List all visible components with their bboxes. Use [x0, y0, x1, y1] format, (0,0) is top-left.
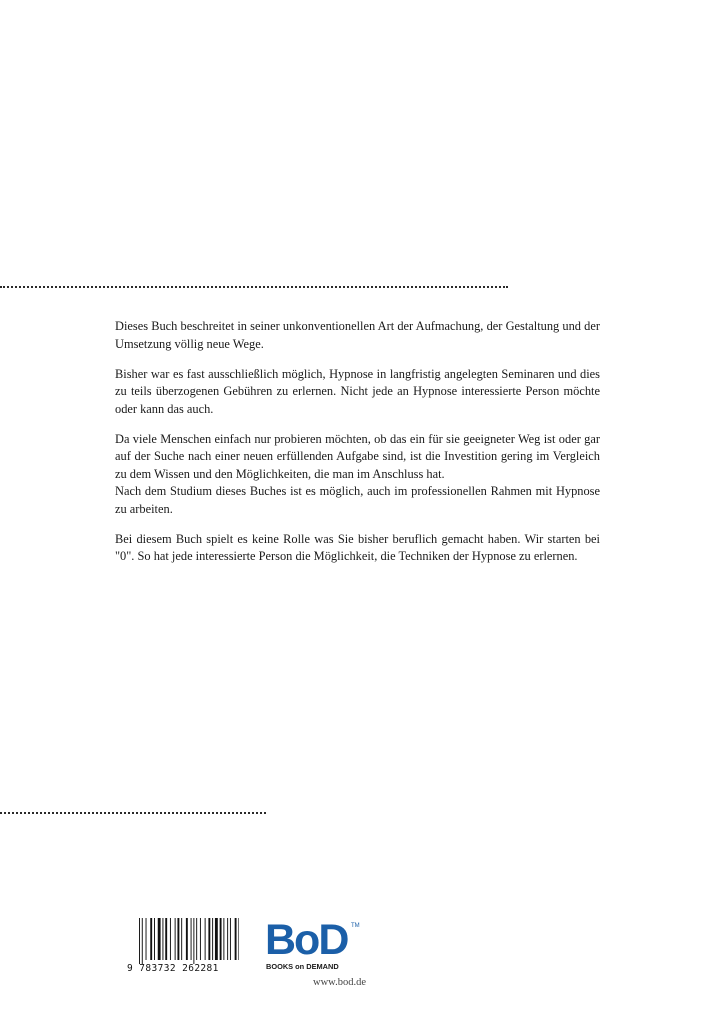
isbn-barcode: [127, 918, 242, 980]
blurb-paragraph-3: Da viele Menschen einfach nur probieren möchten, ob das ein für sie geeigneter Weg ist oder gar auf der Suche nach einer neuen erfüllenden Aufgabe sind, ist die Investition gering im Vergleich zu dem Wissen und den Möglichkeiten, die man im Anschluss hat.: [115, 431, 600, 481]
barcode-digits: 9 783732 262281: [127, 963, 219, 974]
dotted-divider-top: [0, 286, 508, 288]
bod-logo: [265, 916, 360, 971]
barcode-bars: [139, 918, 239, 964]
publisher-url: www.bod.de: [313, 977, 366, 988]
blurb-paragraph-4: Nach dem Studium dieses Buches ist es möglich, auch im professionellen Rahmen mit Hypnose zu arbeiten.: [115, 484, 600, 516]
blurb-paragraph-1: Dieses Buch beschreitet in seiner unkonventionellen Art der Aufmachung, der Gestaltung und der Umsetzung völlig neue Wege.: [115, 319, 600, 351]
bod-trademark: TM: [351, 923, 360, 929]
blurb-paragraph-5: Bei diesem Buch spielt es keine Rolle was Sie bisher beruflich gemacht haben. Wir starten bei "0". So hat jede interessierte Person die Möglichkeit, die Techniken der Hypnose zu erlernen.: [115, 531, 600, 563]
blurb-paragraph-2: Bisher war es fast ausschließlich möglich, Hypnose in langfristig angelegten Seminaren und dies zu teils überzogenen Gebühren zu erlernen. Nicht jede an Hypnose interessierte Person möchte oder kann das auch.: [115, 366, 600, 416]
bod-logo-subtitle: BOOKS on DEMAND: [266, 962, 339, 971]
dotted-divider-bottom: [0, 812, 266, 814]
bod-logo-mark: BoD: [265, 916, 348, 964]
back-cover-blurb: [115, 318, 600, 578]
